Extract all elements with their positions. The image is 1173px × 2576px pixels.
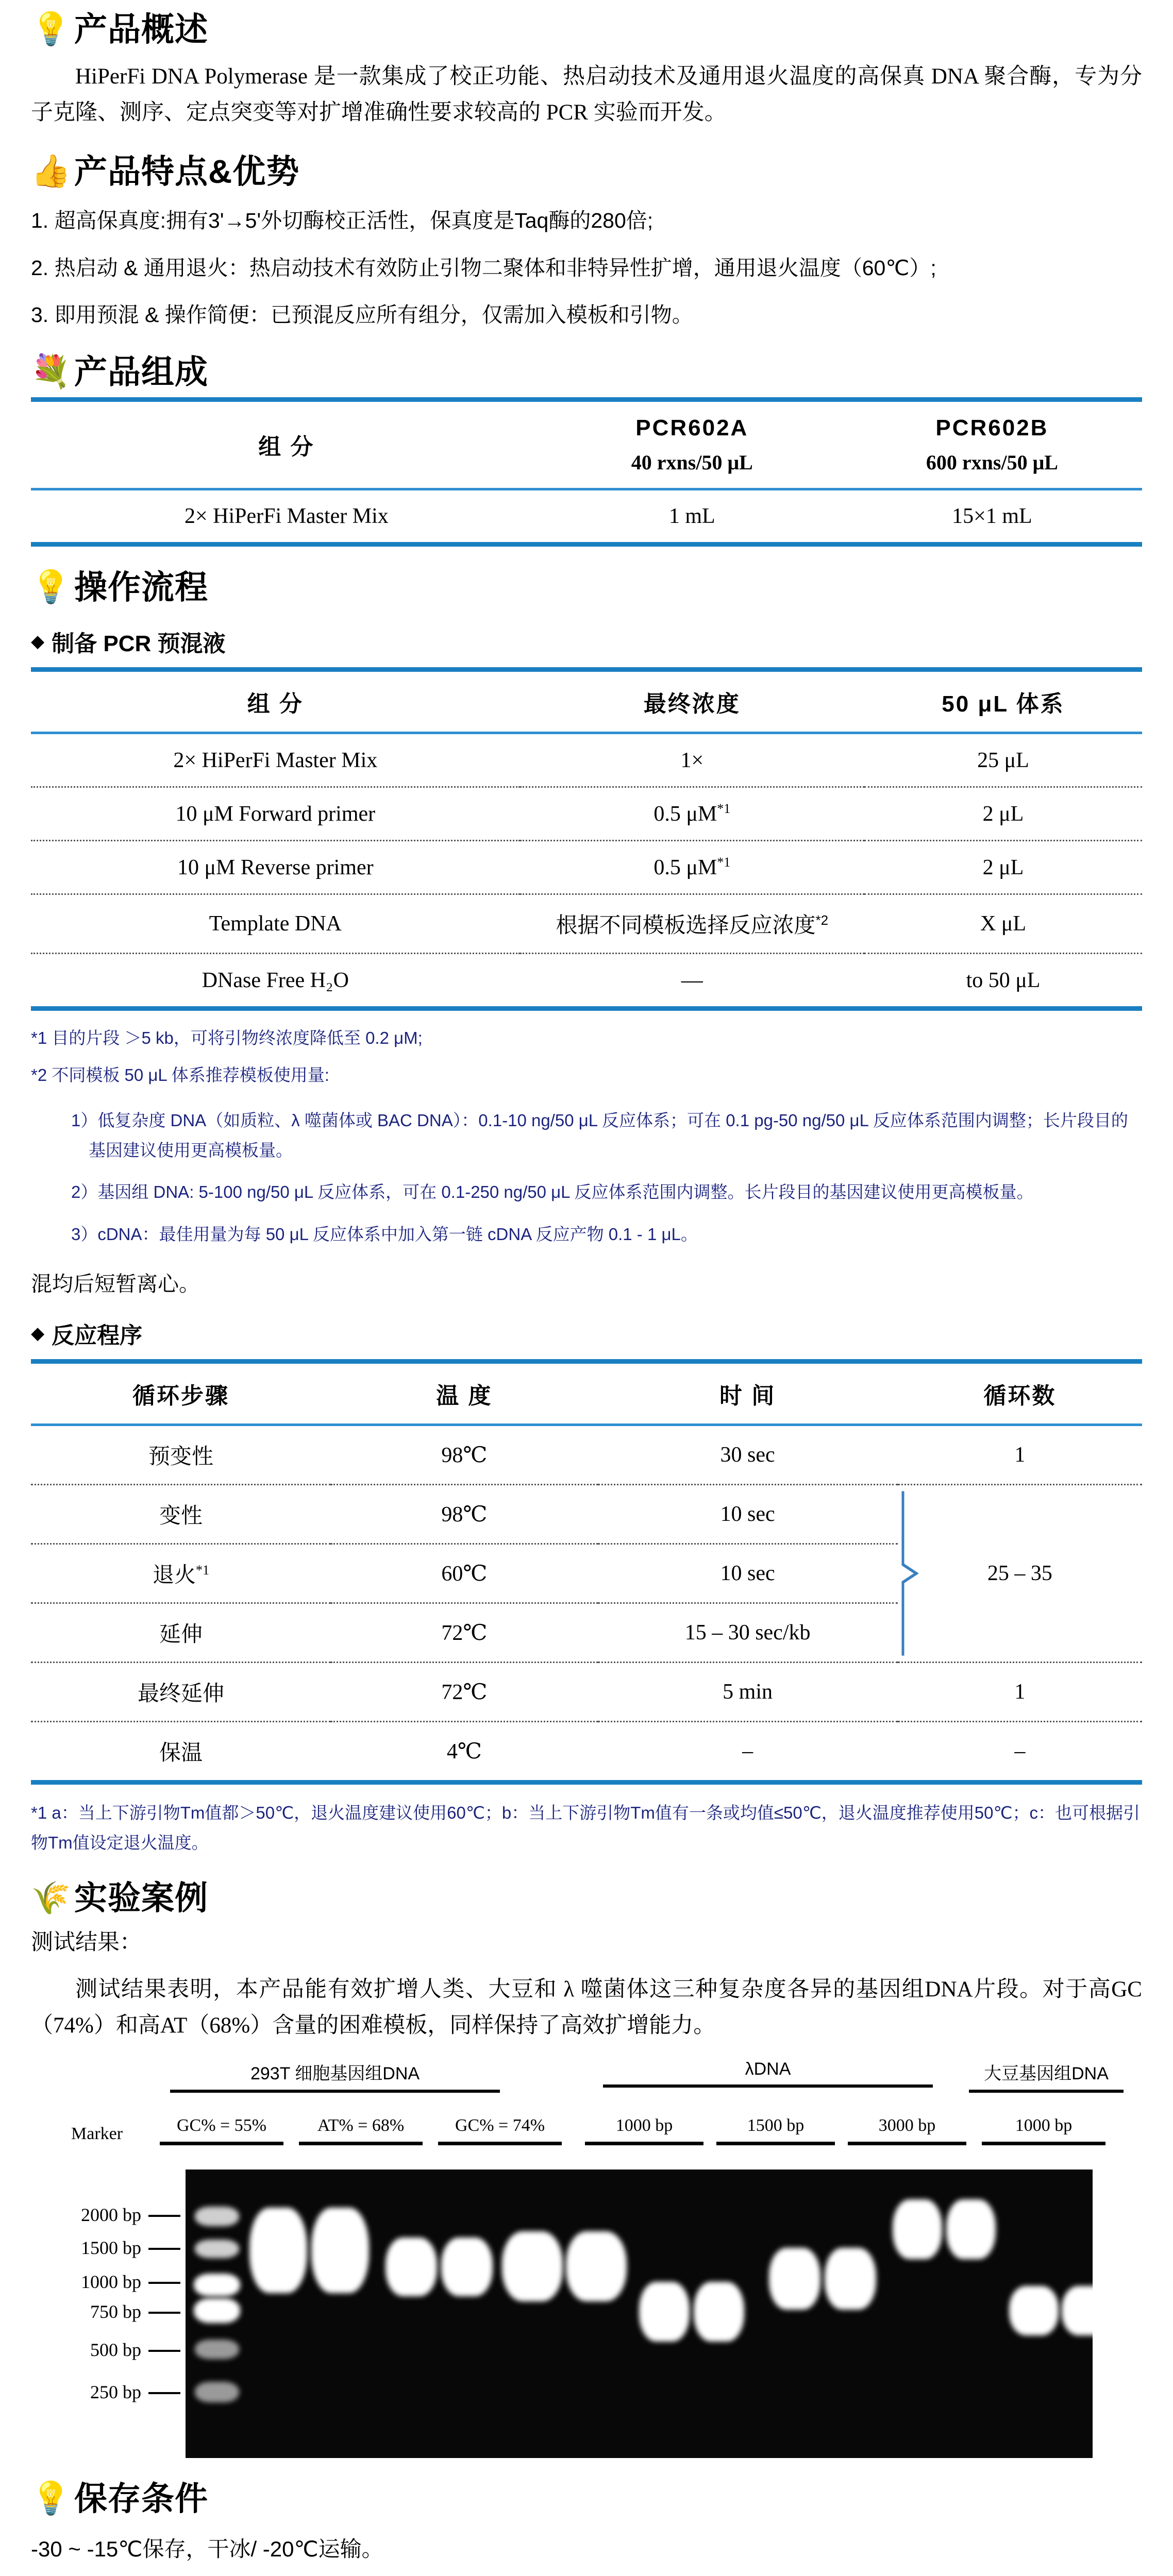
gel-band-marker — [195, 2207, 239, 2226]
cell-time: 5 min — [598, 1662, 898, 1721]
gel-lane-label-at68: AT% = 68% — [299, 2116, 423, 2145]
subsection-heading-premix — [31, 625, 1142, 658]
col-header-final-conc: 最终浓度 — [520, 670, 864, 733]
gel-band-marker — [194, 2274, 240, 2296]
cell-cycles: 1 — [898, 1662, 1142, 1721]
gel-group-label-soybean: 大豆基因组DNA — [969, 2059, 1124, 2093]
lightbulb-icon: 💡 — [31, 12, 71, 47]
gel-band-sample — [1009, 2286, 1059, 2335]
ladder-label-2000bp: 2000 bp — [81, 2204, 141, 2225]
section-title-storage: 保存条件 — [74, 2480, 208, 2517]
gel-lane-label-1500bp: 1500 bp — [716, 2116, 835, 2145]
premix-subnote-3: 3）cDNA：最佳用量为每 50 μL 反应体系中加入第一链 cDNA 反应产物 0.1 - 1 μL。 — [71, 1225, 698, 1244]
premix-table — [31, 667, 1142, 1011]
gel-band-sample — [769, 2248, 820, 2310]
premix-note-2: *2 不同模板 50 μL 体系推荐模板使用量: — [31, 1065, 329, 1085]
col-header-step: 循环步骤 — [31, 1361, 331, 1425]
gel-band-sample — [249, 2208, 307, 2293]
gel-band-sample — [639, 2282, 690, 2342]
cell-temperature: 4℃ — [331, 1721, 597, 1782]
cell-component: 2× HiPerFi Master Mix — [31, 489, 542, 544]
ladder-label-500bp: 500 bp — [90, 2339, 141, 2360]
table-header-row — [31, 399, 1142, 489]
cell-temperature: 98℃ — [331, 1484, 597, 1544]
cell-final-conc: 0.5 $\mu M^{*1}$ — [520, 787, 864, 841]
table-row — [31, 841, 1142, 894]
cell-component: 10 μM Forward primer — [31, 787, 520, 841]
diamond-bullet-icon: ◆ — [31, 632, 45, 652]
group-rule — [603, 2084, 933, 2088]
gel-lane-label-3000bp: 3000 bp — [848, 2116, 966, 2145]
lane-rule — [848, 2142, 966, 2145]
lane-rule — [585, 2142, 703, 2145]
table-row — [31, 894, 1142, 954]
table-bottom-rule-row — [31, 1782, 1142, 1785]
case-paragraph: 测试结果表明，本产品能有效扩增人类、大豆和 λ 噬菌体这三种复杂度各异的基因组DNA片段。对于高GC（74%）和高AT（68%）含量的困难模板，同样保持了高效扩增能力。 — [31, 1977, 1142, 2038]
reaction-program-table — [31, 1359, 1142, 1785]
lightbulb-icon: 💡 — [31, 570, 71, 605]
table-row — [31, 489, 1142, 544]
cell-cycle-bracket — [898, 1484, 1142, 1662]
gel-band-sample — [441, 2238, 493, 2296]
cell-final-conc: 根据不同模板选择反应浓度$^{*2}$ — [520, 894, 864, 954]
cell-final-conc: — — [520, 954, 864, 1009]
feature-list — [31, 205, 1142, 331]
section-title-overview: 产品概述 — [74, 11, 208, 48]
bouquet-icon: 💐 — [31, 354, 71, 389]
gel-band-marker — [195, 2382, 239, 2402]
gel-band-sample — [311, 2208, 369, 2293]
mix-instruction: 混均后短暂离心。 — [31, 1272, 200, 1296]
gel-marker-label: Marker — [71, 2124, 123, 2143]
premix-note-1: *1 目的片段 ＞5 kb，可将引物终浓度降低至 0.2 μM; — [31, 1028, 423, 1048]
cycle-count-label: 25 – 35 — [987, 1561, 1052, 1585]
cell-component: Template DNA — [31, 894, 520, 954]
gel-group-label-lambda: λDNA — [603, 2059, 933, 2088]
table-bottom-rule-row — [31, 1009, 1142, 1011]
section-title-case: 实验案例 — [74, 1879, 208, 1917]
section-heading-features — [31, 154, 1142, 190]
col-header-cycles: 循环数 — [898, 1361, 1142, 1425]
cell-final-conc: 1× — [520, 733, 864, 787]
gel-lane-label-gc55: GC% = 55% — [160, 2116, 283, 2145]
feature-item: 1. 超高保真度:拥有3'→5'外切酶校正活性，保真度是Taq酶的280倍; — [31, 209, 653, 233]
table-row — [31, 733, 1142, 787]
lane-rule — [299, 2142, 423, 2145]
cell-temperature: 98℃ — [331, 1425, 597, 1484]
table-bottom-rule-row — [31, 544, 1142, 547]
gel-lane-label-gc74: GC% = 74% — [438, 2116, 562, 2145]
program-table-wrap — [31, 1359, 1142, 1785]
section-heading-case — [31, 1880, 1142, 1916]
gel-group-label-293t: 293T 细胞基因组DNA — [170, 2059, 500, 2093]
cell-cycles: – — [898, 1721, 1142, 1782]
section-heading-storage — [31, 2481, 1142, 2517]
lightbulb-icon: 💡 — [31, 2481, 71, 2516]
table-header-row — [31, 670, 1142, 733]
gel-electrophoresis-image — [186, 2170, 1093, 2458]
gel-band-sample — [825, 2248, 876, 2310]
cell-pcr602b: 15×1 mL — [842, 489, 1142, 544]
col-header-pcr602a: PCR602A 40 rxns/50 μL — [542, 399, 842, 489]
col-header-temperature: 温 度 — [331, 1361, 597, 1425]
cell-component: DNase Free H₂O — [31, 954, 520, 1009]
cell-step: 退火$^{*1}$ — [31, 1544, 331, 1603]
premix-subnote-1: 1）低复杂度 DNA（如质粒、λ 噬菌体或 BAC DNA）：0.1-10 ng/50 μL 反应体系；可在 0.1 pg-50 ng/50 μL 反应体系范围内调整；长片段目的基因建议使用更高模板量。 — [71, 1110, 1128, 1160]
section-heading-protocol — [31, 569, 1142, 605]
subsection-title-program: 反应程序 — [52, 1323, 143, 1348]
cell-component: 2× HiPerFi Master Mix — [31, 733, 520, 787]
overview-paragraph: HiPerFi DNA Polymerase 是一款集成了校正功能、热启动技术及通用退火温度的高保真 DNA 聚合酶，专为分子克隆、测序、定点突变等对扩增准确性要求较高的 PCR 实验而开发。 — [31, 64, 1142, 125]
feature-item: 2. 热启动 & 通用退火：热启动技术有效防止引物二聚体和非特异性扩增，通用退火温度（60℃）; — [31, 256, 936, 280]
lane-rule — [716, 2142, 835, 2145]
cell-volume: to 50 μL — [864, 954, 1142, 1009]
subsection-heading-program — [31, 1317, 1142, 1350]
gel-band-marker — [195, 2240, 239, 2258]
gel-band-sample — [893, 2199, 942, 2259]
group-rule — [170, 2090, 500, 2093]
cell-step: 延伸 — [31, 1603, 331, 1662]
ladder-label-750bp: 750 bp — [90, 2301, 141, 2322]
table-row — [31, 1425, 1142, 1484]
cell-temperature: 60℃ — [331, 1544, 597, 1603]
cell-final-conc: 0.5 $\mu M^{*1}$ — [520, 841, 864, 894]
gel-lane-label-1000bp-soybean: 1000 bp — [982, 2116, 1105, 2145]
gel-band-sample — [946, 2199, 996, 2259]
ladder-label-250bp: 250 bp — [90, 2381, 141, 2402]
cell-step: 预变性 — [31, 1425, 331, 1484]
thumbs-up-icon: 👍 — [31, 154, 71, 189]
col-header-time: 时 间 — [598, 1361, 898, 1425]
program-note: *1 a：当上下游引物Tm值都＞50℃，退火温度建议使用60℃；b：当上下游引物Tm值有一条或均值≤50℃，退火温度推荐使用50℃；c：也可根据引物Tm值设定退火温度。 — [31, 1803, 1141, 1852]
subsection-title-premix: 制备 PCR 预混液 — [52, 631, 226, 657]
cell-temperature: 72℃ — [331, 1603, 597, 1662]
cell-time: 10 sec — [598, 1484, 898, 1544]
table-row — [31, 787, 1142, 841]
table-row — [31, 1484, 1142, 1544]
section-title-composition: 产品组成 — [74, 353, 208, 391]
gel-band-marker — [194, 2298, 240, 2323]
cycle-bracket-icon — [901, 1485, 918, 1662]
cell-step: 保温 — [31, 1721, 331, 1782]
gel-band-marker — [195, 2340, 239, 2359]
table-header-row — [31, 1361, 1142, 1425]
cell-pcr602a: 1 mL — [542, 489, 842, 544]
cell-time: 10 sec — [598, 1544, 898, 1603]
cell-step: 变性 — [31, 1484, 331, 1544]
premix-subnote-2: 2）基因组 DNA: 5-100 ng/50 μL 反应体系，可在 0.1-250 ng/50 μL 反应体系范围内调整。长片段目的基因建议使用更高模板量。 — [71, 1182, 1034, 1202]
storage-text: -30 ~ -15℃保存，干冰/ -20℃运输。 — [31, 2537, 383, 2562]
gel-lane-label-1000bp-lambda: 1000 bp — [585, 2116, 703, 2145]
cell-time: 30 sec — [598, 1425, 898, 1484]
gel-figure — [31, 2059, 1142, 2458]
case-result-label: 测试结果： — [31, 1930, 142, 1955]
gel-body — [31, 2170, 1142, 2458]
table-row — [31, 1662, 1142, 1721]
gel-band-sample — [386, 2238, 437, 2296]
cell-time: 15 – 30 sec/kb — [598, 1603, 898, 1662]
col-header-volume: 50 μL 体系 — [864, 670, 1142, 733]
diamond-bullet-icon: ◆ — [31, 1323, 45, 1343]
cell-temperature: 72℃ — [331, 1662, 597, 1721]
gel-ladder-scale — [31, 2170, 186, 2458]
section-title-protocol: 操作流程 — [74, 568, 208, 606]
cell-step: 最终延伸 — [31, 1662, 331, 1721]
cell-volume: X μL — [864, 894, 1142, 954]
composition-table — [31, 397, 1142, 547]
lane-rule — [982, 2142, 1105, 2145]
lane-rule — [160, 2142, 283, 2145]
gel-band-sample — [694, 2282, 744, 2342]
col-header-component: 组 分 — [31, 399, 542, 489]
section-title-features: 产品特点&优势 — [74, 152, 300, 190]
gel-label-area — [31, 2059, 1142, 2167]
lane-rule — [438, 2142, 562, 2145]
feature-item: 3. 即用预混 & 操作简便：已预混反应所有组分，仅需加入模板和引物。 — [31, 303, 693, 327]
product-datasheet-page — [0, 11, 1173, 2576]
ladder-label-1500bp: 1500 bp — [81, 2237, 141, 2258]
section-heading-composition — [31, 354, 1142, 390]
col-header-component: 组 分 — [31, 670, 520, 733]
ladder-label-1000bp: 1000 bp — [81, 2271, 141, 2292]
cell-volume: 25 μL — [864, 733, 1142, 787]
cell-volume: 2 μL — [864, 841, 1142, 894]
cell-volume: 2 μL — [864, 787, 1142, 841]
section-heading-overview — [31, 11, 1142, 47]
gel-band-sample — [566, 2231, 627, 2301]
col-header-pcr602b: PCR602B 600 rxns/50 μL — [842, 399, 1142, 489]
cell-cycles: 1 — [898, 1425, 1142, 1484]
cell-time: – — [598, 1721, 898, 1782]
gel-band-sample — [1062, 2286, 1093, 2335]
table-row — [31, 1721, 1142, 1782]
table-row — [31, 954, 1142, 1009]
cell-component: 10 μM Reverse primer — [31, 841, 520, 894]
wheat-icon: 🌾 — [31, 1880, 71, 1916]
group-rule — [969, 2090, 1124, 2093]
gel-band-sample — [502, 2231, 563, 2301]
